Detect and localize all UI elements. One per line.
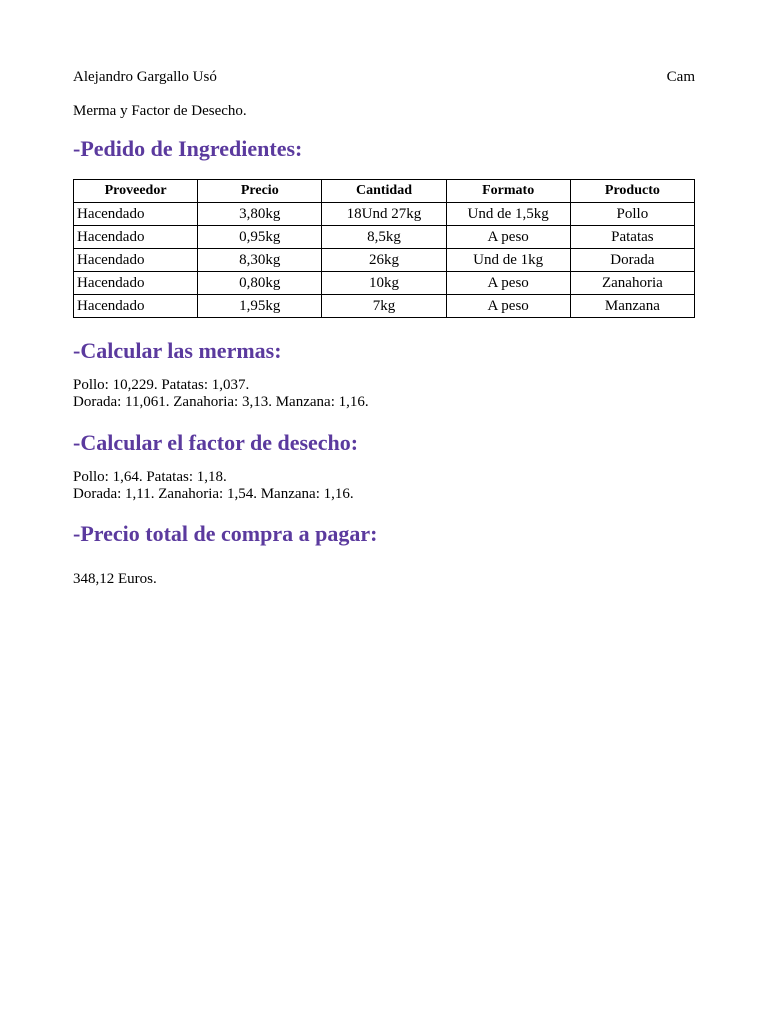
factor-line: Dorada: 1,11. Zanahoria: 1,54. Manzana: 1,16.	[73, 486, 354, 502]
table-row	[74, 203, 695, 226]
column-header-proveedor: Proveedor	[74, 180, 198, 203]
mermas-results	[73, 377, 369, 411]
heading-pedido-ingredientes: -Pedido de Ingredientes:	[73, 136, 303, 161]
factor-line: Pollo: 1,64. Patatas: 1,18.	[73, 469, 227, 485]
cell-proveedor: Hacendado	[74, 226, 198, 249]
cell-precio: 0,80kg	[198, 272, 322, 295]
cell-precio: 8,30kg	[198, 249, 322, 272]
mermas-line: Dorada: 11,061. Zanahoria: 3,13. Manzana: 1,16.	[73, 394, 369, 410]
cell-formato: Und de 1,5kg	[446, 203, 570, 226]
table-row	[74, 272, 695, 295]
ingredients-table	[73, 179, 695, 318]
cell-proveedor: Hacendado	[74, 295, 198, 318]
document-subtitle: Merma y Factor de Desecho.	[73, 103, 247, 119]
table-header-row	[74, 180, 695, 203]
header-author: Alejandro Gargallo Usó	[73, 69, 217, 85]
cell-proveedor: Hacendado	[74, 203, 198, 226]
cell-precio: 3,80kg	[198, 203, 322, 226]
heading-precio-total: -Precio total de compra a pagar:	[73, 521, 378, 546]
cell-producto: Pollo	[570, 203, 694, 226]
table-row	[74, 295, 695, 318]
cell-precio: 1,95kg	[198, 295, 322, 318]
cell-formato: A peso	[446, 226, 570, 249]
cell-formato: A peso	[446, 295, 570, 318]
mermas-line: Pollo: 10,229. Patatas: 1,037.	[73, 377, 250, 393]
cell-cantidad: 18Und 27kg	[322, 203, 446, 226]
cell-formato: A peso	[446, 272, 570, 295]
factor-results	[73, 469, 354, 503]
header-right-text: Cam	[666, 69, 695, 85]
table-row	[74, 226, 695, 249]
heading-calcular-mermas: -Calcular las mermas:	[73, 338, 282, 363]
column-header-formato: Formato	[446, 180, 570, 203]
cell-producto: Manzana	[570, 295, 694, 318]
cell-cantidad: 26kg	[322, 249, 446, 272]
cell-formato: Und de 1kg	[446, 249, 570, 272]
page-header	[73, 68, 695, 86]
cell-proveedor: Hacendado	[74, 272, 198, 295]
table-row	[74, 249, 695, 272]
cell-producto: Patatas	[570, 226, 694, 249]
precio-total-value: 348,12 Euros.	[73, 571, 157, 587]
cell-precio: 0,95kg	[198, 226, 322, 249]
cell-cantidad: 7kg	[322, 295, 446, 318]
cell-producto: Dorada	[570, 249, 694, 272]
column-header-producto: Producto	[570, 180, 694, 203]
cell-proveedor: Hacendado	[74, 249, 198, 272]
heading-factor-desecho: -Calcular el factor de desecho:	[73, 430, 359, 455]
column-header-cantidad: Cantidad	[322, 180, 446, 203]
column-header-precio: Precio	[198, 180, 322, 203]
cell-cantidad: 8,5kg	[322, 226, 446, 249]
cell-cantidad: 10kg	[322, 272, 446, 295]
cell-producto: Zanahoria	[570, 272, 694, 295]
